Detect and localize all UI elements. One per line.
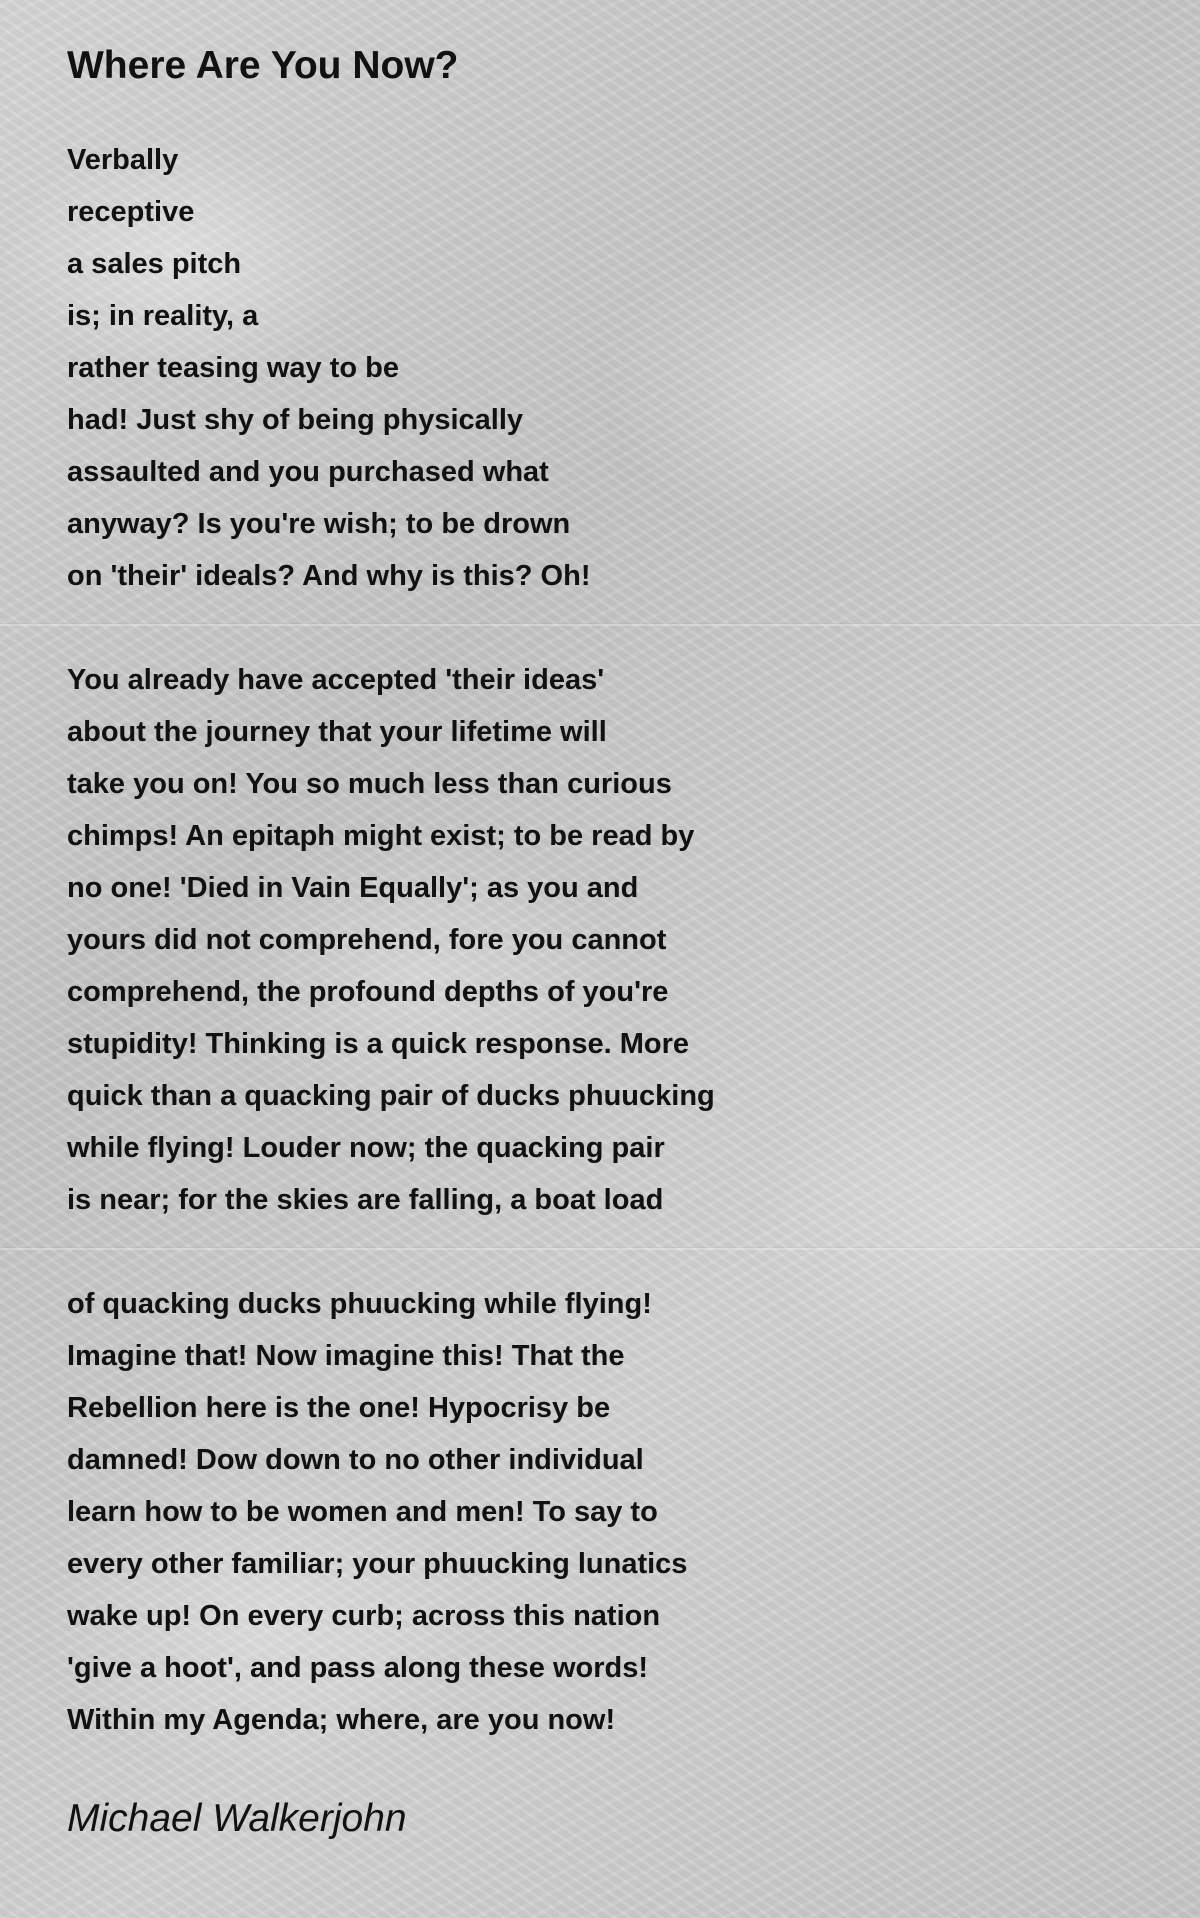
poem-line: Imagine that! Now imagine this! That the: [67, 1339, 625, 1372]
poem-stanza-2: [67, 654, 967, 1226]
poem-line: while flying! Louder now; the quacking pair: [67, 1131, 665, 1164]
poem-line: is; in reality, a: [67, 299, 259, 332]
poem-stanza-1: [67, 134, 967, 602]
poem-line: every other familiar; your phuucking lunatics: [67, 1547, 688, 1580]
poem-line: receptive: [67, 195, 195, 228]
poem-line: of quacking ducks phuucking while flying!: [67, 1287, 652, 1320]
poem-line: anyway? Is you're wish; to be drown: [67, 507, 571, 540]
poem-line: wake up! On every curb; across this nation: [67, 1599, 661, 1632]
poem-line: take you on! You so much less than curious: [67, 767, 672, 800]
poem-line: 'give a hoot', and pass along these words!: [67, 1651, 649, 1684]
poem-line: no one! 'Died in Vain Equally'; as you and: [67, 871, 639, 904]
poem-line: damned! Dow down to no other individual: [67, 1443, 644, 1476]
poem-line: assaulted and you purchased what: [67, 455, 549, 488]
poem-line: quick than a quacking pair of ducks phuucking: [67, 1079, 715, 1112]
poem-line: a sales pitch: [67, 247, 242, 280]
poem-line: comprehend, the profound depths of you're: [67, 975, 669, 1008]
poem-line: Rebellion here is the one! Hypocrisy be: [67, 1391, 611, 1424]
poem-line: Verbally: [67, 143, 179, 176]
poem-line: is near; for the skies are falling, a boat load: [67, 1183, 664, 1216]
poem-line: learn how to be women and men! To say to: [67, 1495, 658, 1528]
poem-stanza-3: [67, 1278, 967, 1746]
poem-line: had! Just shy of being physically: [67, 403, 524, 436]
poem-line: about the journey that your lifetime will: [67, 715, 607, 748]
poem-author: Michael Walkerjohn: [67, 1796, 407, 1840]
poem-title: Where Are You Now?: [67, 44, 459, 87]
poem-content: [67, 43, 967, 1843]
poem-line: stupidity! Thinking is a quick response. More: [67, 1027, 689, 1060]
poem-line: Within my Agenda; where, are you now!: [67, 1703, 616, 1736]
poem-line: on 'their' ideals? And why is this? Oh!: [67, 559, 591, 592]
poem-line: chimps! An epitaph might exist; to be read by: [67, 819, 695, 852]
poem-line: You already have accepted 'their ideas': [67, 663, 605, 696]
poem-line: rather teasing way to be: [67, 351, 399, 384]
poem-line: yours did not comprehend, fore you cannot: [67, 923, 667, 956]
